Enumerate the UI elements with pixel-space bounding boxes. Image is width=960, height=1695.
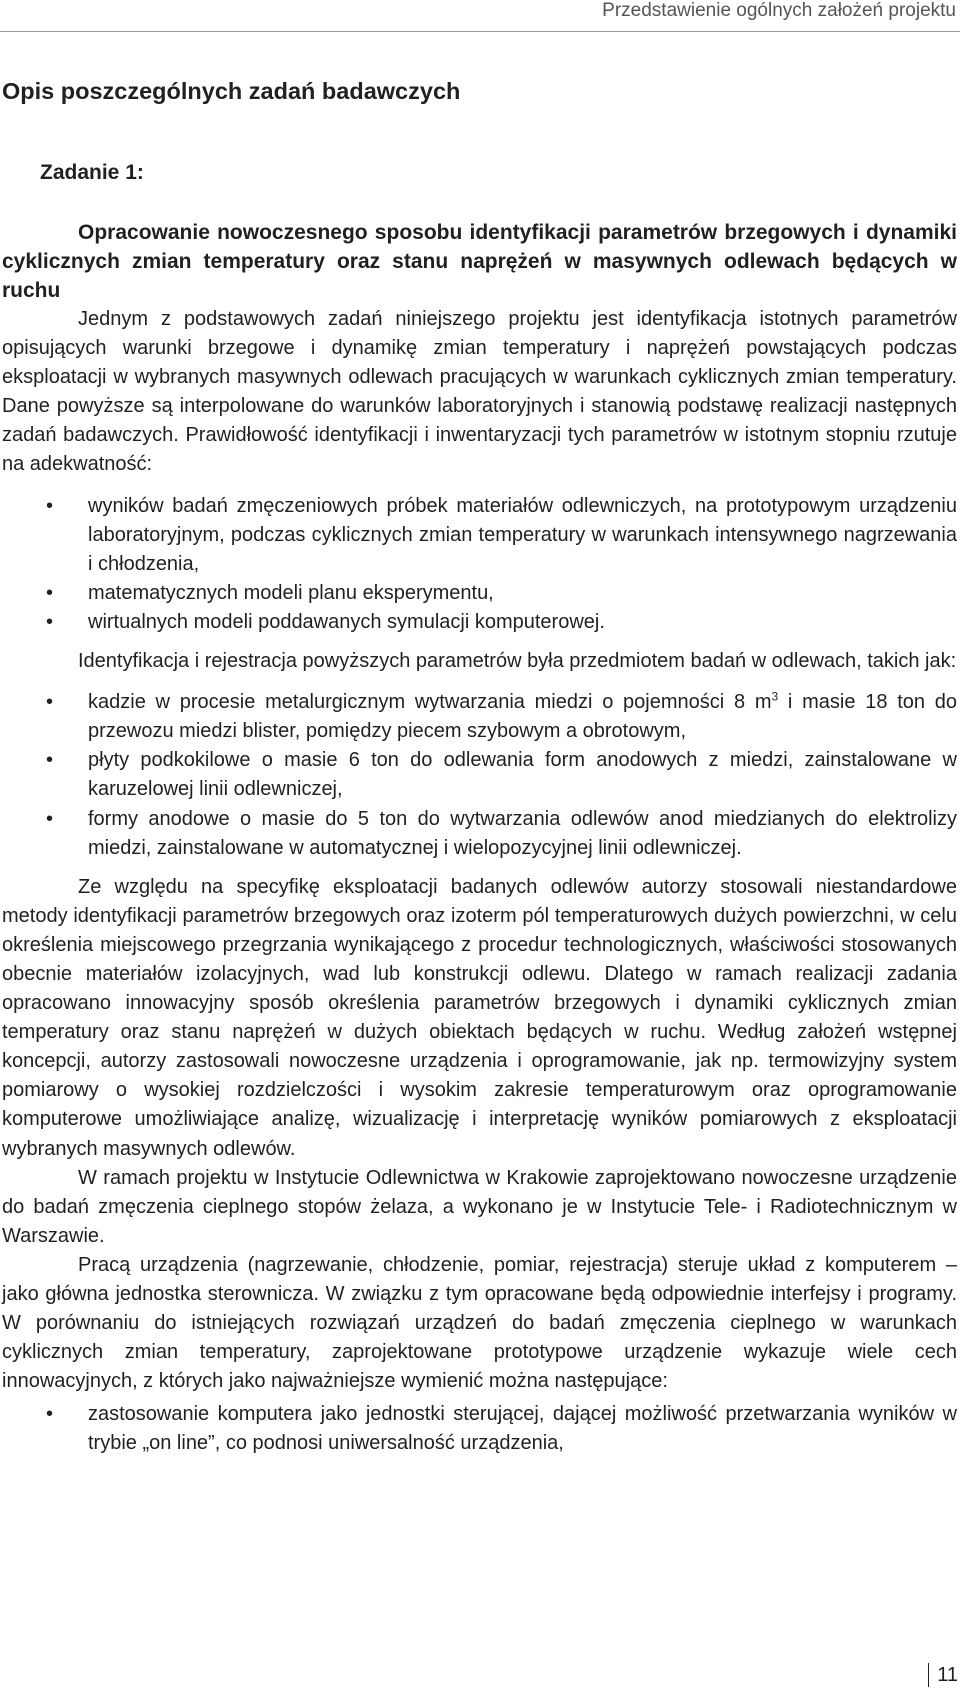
list-item-text: wirtualnych modeli poddawanych symulacji komputerowej. [88, 610, 605, 633]
list-item [2, 688, 957, 746]
list-item-text: płyty podkokilowe o masie 6 ton do odlewania form anodowych z miedzi, zainstalowane w karuzelowej linii odlewniczej, [88, 749, 957, 801]
list-item [2, 805, 957, 863]
task-heading: Zadanie 1: [40, 161, 144, 184]
paragraph-institute: W ramach projektu w Instytucie Odlewnictwa w Krakowie zaprojektowano nowoczesne urządzenie do badań zmęczenia cieplnego stopów żelaza, a wykonano je w Instytucie Tele- i Radiotechnicznym w Warszawie. [2, 1166, 957, 1247]
bullet-icon: • [46, 494, 54, 517]
list-item-text: i masie 18 ton do przewozu miedzi blister, pomiędzy piecem szybowym a obrotowym, [88, 691, 957, 743]
paragraph-intro: Jednym z podstawowych zadań niniejszego projektu jest identyfikacja istotnych parametrów opisujących warunki brzegowe i dynamikę zmian temperatury i naprężeń powstających podczas eksploatacji w wybranych masywnych odlewach pracujących w warunkach cyklicznych zmian temperatury. Dane powyższe są interpolowane do warunków laboratoryjnych i stanowią podstawę realizacji następnych zadań badawczych. Prawidłowość identyfikacji i inwentaryzacji tych parametrów w istotnym stopniu rzutuje na adekwatność: [2, 308, 957, 476]
list-item [2, 746, 957, 804]
superscript: 3 [771, 689, 779, 704]
list-item [2, 608, 957, 637]
paragraph-identification: Identyfikacja i rejestracja powyższych parametrów była przedmiotem badań w odlewach, takich jak: [78, 650, 957, 673]
task-title-text: Opracowanie nowoczesnego sposobu identyfikacji parametrów brzegowych i dynamiki cyklicznych zmian temperatury oraz stanu naprężeń w masywnych odlewach będących w ruchu [2, 221, 957, 302]
page-number: 11 [928, 1663, 960, 1687]
list-item [2, 1400, 957, 1458]
bullet-icon: • [46, 581, 54, 604]
bullet-icon: • [46, 1403, 54, 1426]
bullet-icon: • [46, 749, 54, 772]
bullet-icon: • [46, 610, 54, 633]
list-item [2, 492, 957, 579]
list-item-text: wyników badań zmęczeniowych próbek materiałów odlewniczych, na prototypowym urządzeniu laboratoryjnym, podczas cyklicznych zmian temperatury w warunkach intensywnego nagrzewania i chłodzenia, [88, 494, 957, 575]
list-item-text: matematycznych modeli planu eksperymentu, [88, 581, 494, 604]
header-divider [0, 31, 960, 32]
list-item-text: formy anodowe o masie do 5 ton do wytwarzania odlewów anod miedzianych do elektrolizy miedzi, zainstalowane w automatycznej i wielopozycyjnej linii odlewniczej. [88, 807, 957, 859]
features-list [2, 1400, 957, 1458]
bullet-icon: • [46, 691, 54, 714]
page-content [2, 74, 957, 1469]
list-item-text: zastosowanie komputera jako jednostki sterującej, dającej możliwość przetwarzania wyników w trybie „on line”, co podnosi uniwersalność urządzenia, [88, 1403, 957, 1455]
castings-list [2, 688, 957, 863]
list-item-text: kadzie w procesie metalurgicznym wytwarzania miedzi o pojemności 8 m [88, 691, 772, 714]
section-title: Opis poszczególnych zadań badawczych [2, 78, 461, 104]
paragraph-methods: Ze względu na specyfikę eksploatacji badanych odlewów autorzy stosowali niestandardowe metody identyfikacji parametrów brzegowych oraz izoterm pól temperaturowych dużych powierzchni, w celu określenia miejscowego przegrzania wynikającego z procedur technologicznych, właściwości stosowanych obecnie materiałów izolacyjnych, wad lub konstrukcji odlewu. Dlatego w ramach realizacji zadania opracowano innowacyjny sposób określenia parametrów brzegowych i dynamiki cyklicznych zmian temperatury oraz stanu naprężeń w dużych obiektach będących w ruchu. Według założeń wstępnej koncepcji, autorzy zastosowali nowoczesne urządzenia i oprogramowanie, jak np. termowizyjny system pomiarowy o wysokiej rozdzielczości i wysokim zakresie temperaturowym oraz oprogramowanie komputerowe umożliwiające analizę, wizualizację i interpretację wyników pomiarowych z eksploatacji wybranych masywnych odlewów. [2, 875, 957, 1160]
list-item [2, 579, 957, 608]
task-title [2, 218, 957, 305]
running-header: Przedstawienie ogólnych założeń projektu [602, 0, 956, 21]
bullet-icon: • [46, 807, 54, 830]
adequacy-list [2, 492, 957, 637]
paragraph-device: Pracą urządzenia (nagrzewanie, chłodzenie, pomiar, rejestracja) steruje układ z komputerem – jako główna jednostka sterownicza. W związku z tym opracowane będą odpowiednie interfejsy i programy. W porównaniu do istniejących rozwiązań urządzeń do badań zmęczenia cieplnego w warunkach cyklicznych zmian temperatury, zaprojektowane prototypowe urządzenie wykazuje wiele cech innowacyjnych, z których jako najważniejsze wymienić można następujące: [2, 1253, 957, 1393]
